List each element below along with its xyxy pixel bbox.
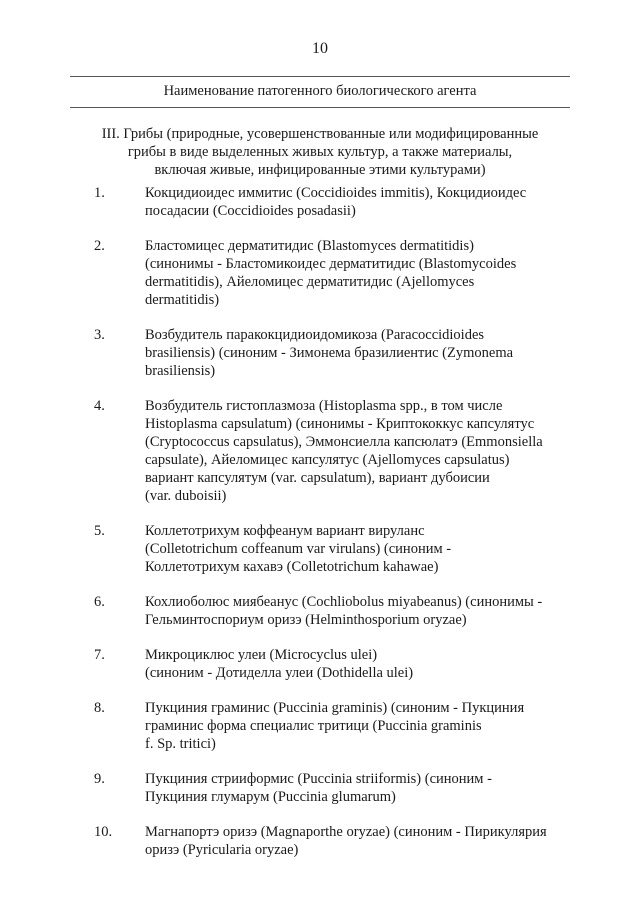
item-text <box>145 184 570 220</box>
section-title-line: включая живые, инфицированные этими культурами) <box>154 162 486 178</box>
item-line: dermatitidis) <box>145 292 220 308</box>
item-line: brasiliensis) <box>145 363 216 379</box>
item-line: (синонимы - Бластомикоидес дерматитидис (Blastomycoides <box>145 256 517 272</box>
item-text <box>145 397 570 505</box>
header-rule-top <box>70 76 570 77</box>
item-line: Бластомицес дерматитидис (Blastomyces dermatitidis) <box>145 238 474 254</box>
item-number: 9. <box>94 771 105 787</box>
item-number: 2. <box>94 238 105 254</box>
item-line: Пукциния глумарум (Puccinia glumarum) <box>145 789 396 805</box>
item-line: (синоним - Дотиделла улеи (Dothidella ulei) <box>145 665 414 681</box>
item-number: 5. <box>94 523 105 539</box>
item-line: (var. duboisii) <box>145 488 227 504</box>
item-number: 1. <box>94 185 105 201</box>
item-number: 10. <box>94 824 113 840</box>
item-line: (Colletotrichum coffeanum var virulans) (синоним - <box>145 541 452 557</box>
header-rule-bottom <box>70 107 570 108</box>
item-line: оризэ (Pyricularia oryzae) <box>145 842 299 858</box>
list-item <box>0 593 640 629</box>
item-number: 6. <box>94 594 105 610</box>
item-line: dermatitidis), Айеломицес дерматитидис (Ajellomyces <box>145 274 475 290</box>
list-item <box>0 699 640 753</box>
item-line: Пукциния граминис (Puccinia graminis) (синоним - Пукциния <box>145 700 525 716</box>
item-line: f. Sp. tritici) <box>145 736 216 752</box>
list-item <box>0 646 640 682</box>
list-item <box>0 237 640 309</box>
page-number: 10 <box>312 40 328 57</box>
list-item <box>0 326 640 380</box>
item-line: Пукциния стрииформис (Puccinia striiformis) (синоним - <box>145 771 492 787</box>
item-text <box>145 237 570 309</box>
list-item <box>0 770 640 806</box>
item-line: Коллетотрихум коффеанум вариант вируланс <box>145 523 425 539</box>
section-title <box>70 125 570 179</box>
list-item <box>0 184 640 220</box>
list-item <box>0 397 640 505</box>
item-number: 3. <box>94 327 105 343</box>
item-text <box>145 823 570 859</box>
item-text <box>145 770 570 806</box>
item-text <box>145 646 570 682</box>
section-title-line: грибы в виде выделенных живых культур, а также материалы, <box>127 144 513 160</box>
item-line: Микроциклюс улеи (Microcyclus ulei) <box>145 647 378 663</box>
item-line: Коллетотрихум кахавэ (Colletotrichum kahawae) <box>145 559 439 575</box>
list-item <box>0 522 640 576</box>
item-number: 7. <box>94 647 105 663</box>
item-text <box>145 522 570 576</box>
item-line: вариант капсулятум (var. capsulatum), вариант дубоисии <box>145 470 490 486</box>
item-line: (Cryptococcus capsulatus), Эммонсиелла капсюлатэ (Emmonsiella <box>145 434 543 450</box>
item-line: Возбудитель паракокцидиоидомикоза (Paracoccidioides <box>145 327 485 343</box>
list-item <box>0 823 640 859</box>
item-line: граминис форма специалис тритици (Puccinia graminis <box>145 718 482 734</box>
item-text <box>145 699 570 753</box>
item-number: 8. <box>94 700 105 716</box>
item-line: Магнапортэ оризэ (Magnaporthe oryzae) (синоним - Пирикулярия <box>145 824 547 840</box>
section-title-line: III. Грибы (природные, усовершенствованные или модифицированные <box>101 126 539 142</box>
item-line: capsulate), Айеломицес капсулятус (Ajellomyces capsulatus) <box>145 452 510 468</box>
agent-list <box>0 184 640 876</box>
item-line: Histoplasma capsulatum) (синонимы - Криптококкус капсулятус <box>145 416 535 432</box>
item-line: Гельминтоспориум оризэ (Helminthosporium oryzae) <box>145 612 467 628</box>
item-line: Возбудитель гистоплазмоза (Histoplasma spp., в том числе <box>145 398 503 414</box>
item-line: посадасии (Coccidioides posadasii) <box>145 203 356 219</box>
item-line: Кокцидиоидес иммитис (Coccidioides immitis), Кокцидиоидес <box>145 185 527 201</box>
item-text <box>145 326 570 380</box>
column-header: Наименование патогенного биологического агента <box>163 83 477 99</box>
item-number: 4. <box>94 398 105 414</box>
item-line: brasiliensis) (синоним - Зимонема бразилиентис (Zymonema <box>145 345 514 361</box>
item-text <box>145 593 570 629</box>
item-line: Кохлиоболюс миябеанус (Cochliobolus miyabeanus) (синонимы - <box>145 594 543 610</box>
